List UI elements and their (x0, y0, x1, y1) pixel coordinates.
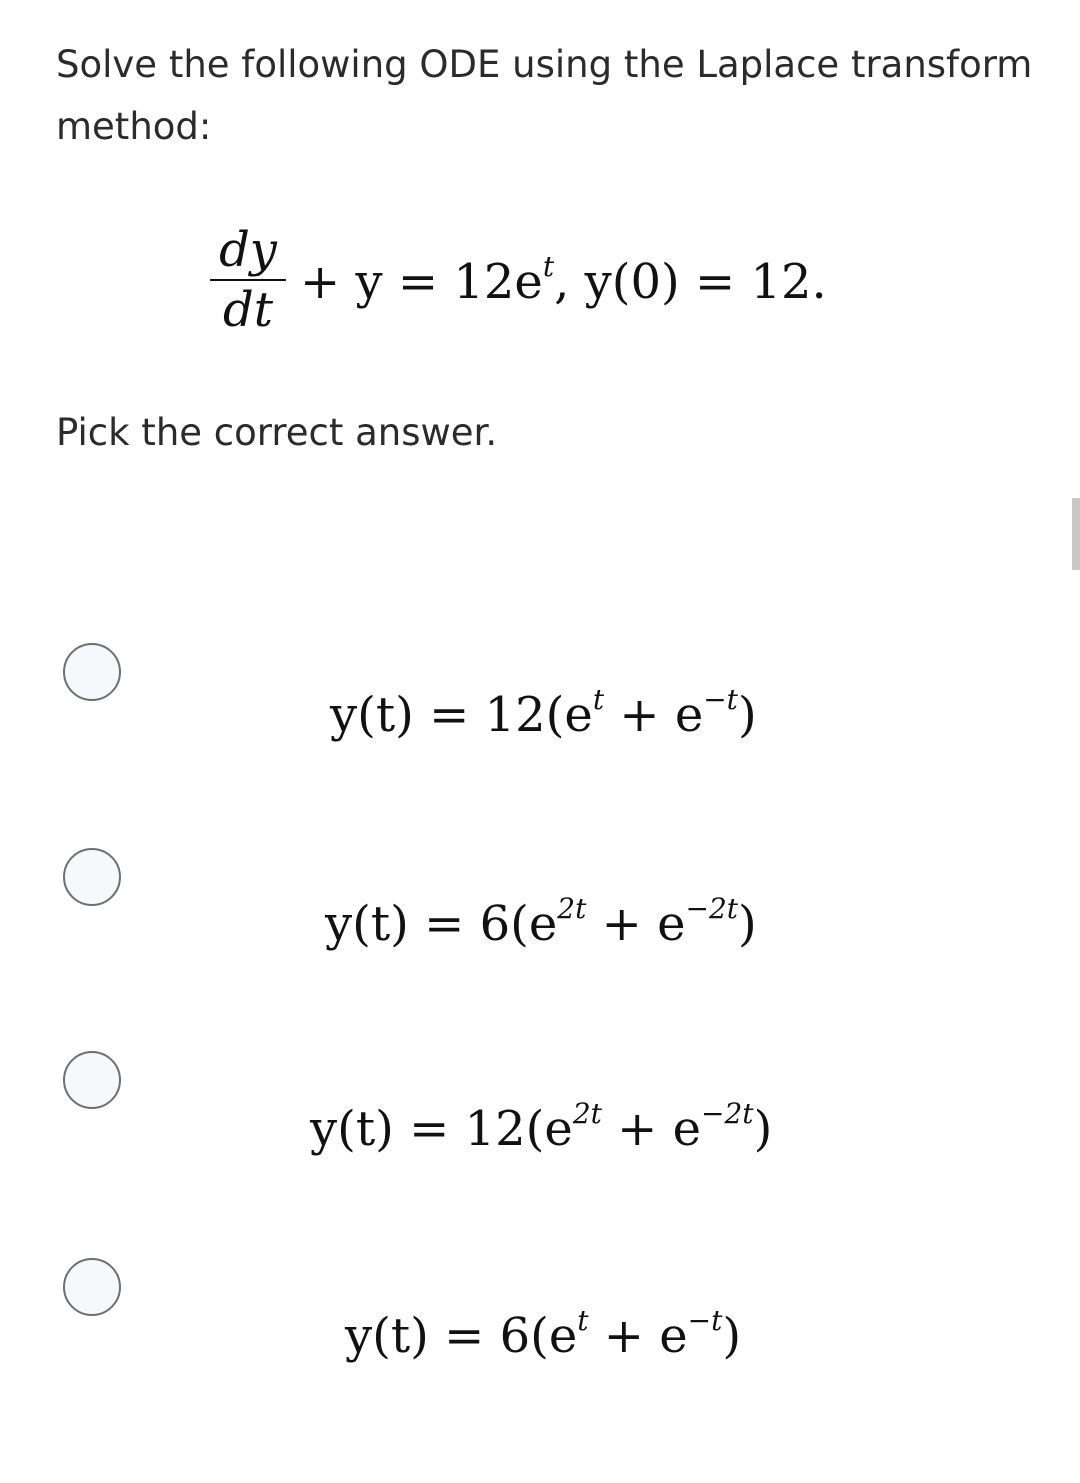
equation-exponent: t (542, 250, 555, 283)
formula-exp1: 2t (557, 892, 587, 925)
formula-base: y(t) = 6(e (345, 1308, 578, 1364)
formula-base: y(t) = 12(e (330, 687, 593, 743)
formula-end: ) (753, 1101, 773, 1157)
fraction-numerator: dy (219, 222, 277, 278)
answer-formula-4 (345, 1304, 741, 1364)
formula-mid: + e (604, 687, 704, 743)
equation-part-1: + y = 12e (300, 254, 543, 310)
answer-formula-2 (325, 892, 757, 952)
formula-exp2: −t (703, 683, 738, 716)
equation-rhs (300, 250, 827, 310)
formula-end: ) (722, 1308, 742, 1364)
formula-exp1: t (577, 1304, 589, 1337)
radio-button-3[interactable] (63, 1051, 121, 1109)
question-prompt: Solve the following ODE using the Laplace transform method: (56, 43, 1033, 148)
scrollbar-thumb[interactable] (1072, 498, 1080, 570)
answer-option-4[interactable] (0, 1230, 1080, 1364)
formula-exp2: −2t (685, 892, 739, 925)
formula-base: y(t) = 6(e (325, 896, 558, 952)
formula-base: y(t) = 12(e (310, 1101, 573, 1157)
formula-end: ) (737, 687, 757, 743)
formula-end: ) (738, 896, 757, 952)
instruction-text: Pick the correct answer. (56, 411, 498, 454)
formula-exp1: t (592, 683, 605, 716)
answer-option-2[interactable] (0, 820, 1080, 950)
derivative-fraction (210, 221, 286, 339)
radio-button-1[interactable] (63, 643, 121, 701)
fraction-denominator: dt (222, 282, 273, 338)
formula-exp1: 2t (572, 1097, 602, 1130)
equation-part-2: , y(0) = 12. (554, 254, 827, 310)
formula-exp2: −t (687, 1304, 723, 1337)
formula-mid: + e (601, 1101, 702, 1157)
answer-formula-1 (330, 683, 757, 743)
radio-button-4[interactable] (63, 1258, 121, 1316)
answer-option-3[interactable] (0, 1023, 1080, 1157)
formula-mid: + e (586, 896, 686, 952)
formula-exp2: −2t (701, 1097, 754, 1130)
answer-formula-3 (310, 1097, 772, 1157)
formula-mid: + e (588, 1308, 688, 1364)
answer-option-1[interactable] (0, 615, 1080, 745)
ode-equation (210, 205, 827, 355)
radio-button-2[interactable] (63, 848, 121, 906)
